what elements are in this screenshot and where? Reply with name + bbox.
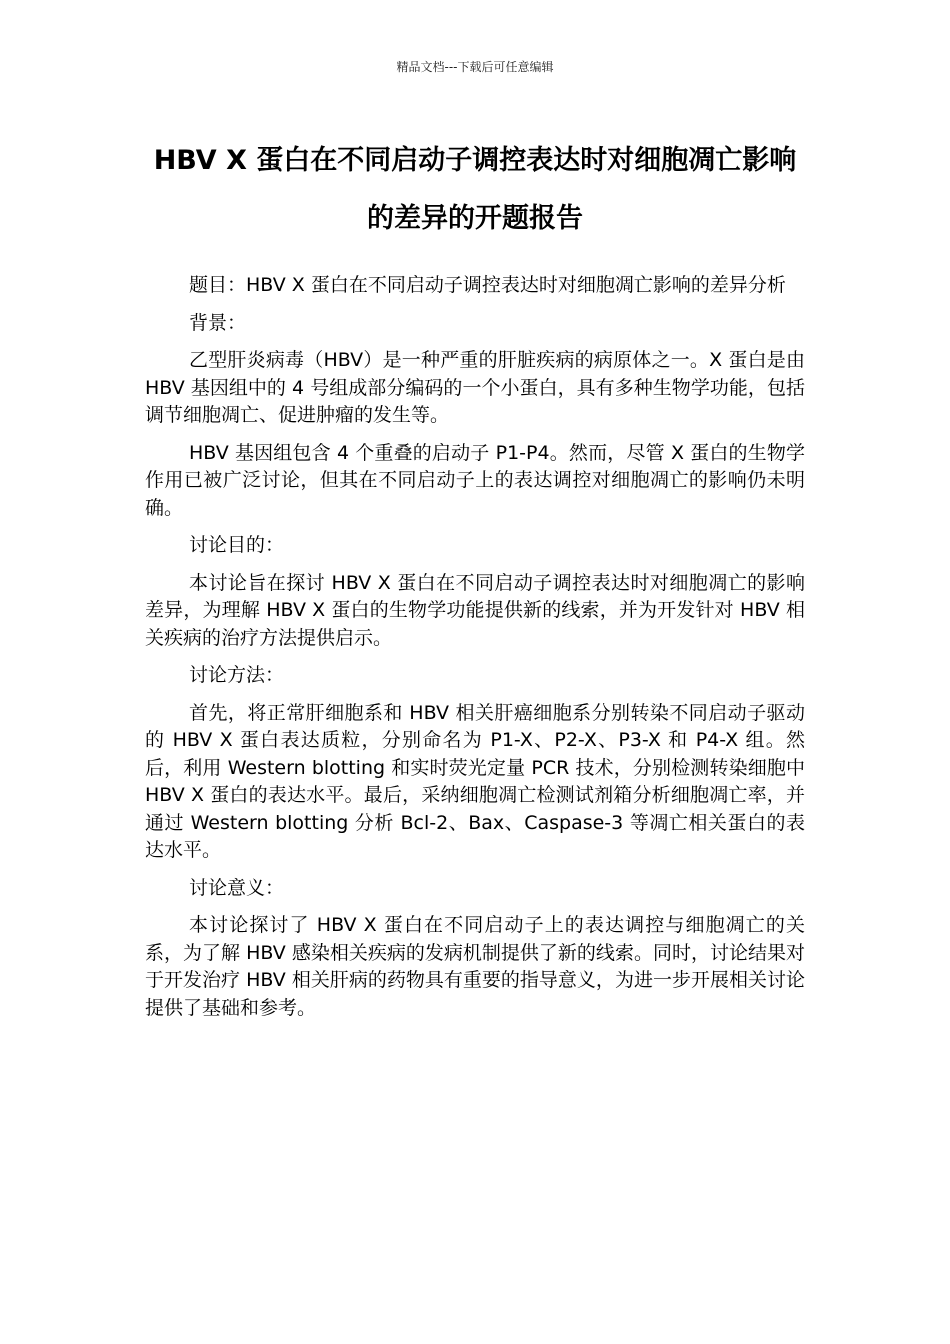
heading-background: 背景： [189, 311, 247, 334]
document-body [145, 272, 805, 1032]
paragraph-methods: 首先，将正常肝细胞系和 HBV 相关肝癌细胞系分别转染不同启动子驱动的 HBV X 蛋白表达质粒，分别命名为 P1-X、P2-X、P3-X 和 P4-X 组。然后，利用 Western blotting 和实时荧光定量 PCR 技术，分别检测转染细胞中 HBV X 蛋白的表达水平。最后，采纳细胞凋亡检测试剂箱分析细胞凋亡率，并通过 Western blotting 分析 Bcl-2、Bax、Caspase-3 等凋亡相关蛋白的表达水平。 [145, 701, 805, 861]
document-title: HBV X 蛋白在不同启动子调控表达时对细胞凋亡影响的差异的开题报告 [153, 145, 797, 234]
paragraph-purpose: 本讨论旨在探讨 HBV X 蛋白在不同启动子调控表达时对细胞凋亡的影响差异，为理解 HBV X 蛋白的生物学功能提供新的线索，并为开发针对 HBV 相关疾病的治疗方法提供启示。 [145, 571, 805, 649]
page-header: 精品文档---下载后可任意编辑 [396, 60, 554, 74]
heading-purpose: 讨论目的： [189, 534, 285, 556]
paragraph-background-1: 乙型肝炎病毒（HBV）是一种严重的肝脏疾病的病原体之一。X 蛋白是由 HBV 基因组中的 4 号组成部分编码的一个小蛋白，具有多种生物学功能，包括调节细胞凋亡、促进肿瘤的发生等。 [145, 349, 805, 426]
paragraph-topic: 题目：HBV X 蛋白在不同启动子调控表达时对细胞凋亡影响的差异分析 [189, 274, 786, 296]
paragraph-significance: 本讨论探讨了 HBV X 蛋白在不同启动子上的表达调控与细胞凋亡的关系，为了解 HBV 感染相关疾病的发病机制提供了新的线索。同时，讨论结果对于开发治疗 HBV 相关肝病的药物具有重要的指导意义，为进一步开展相关讨论提供了基础和参考。 [145, 914, 805, 1019]
heading-significance: 讨论意义： [189, 876, 285, 899]
heading-methods: 讨论方法： [189, 664, 285, 686]
paragraph-background-2: HBV 基因组包含 4 个重叠的启动子 P1-P4。然而，尽管 X 蛋白的生物学作用已被广泛讨论，但其在不同启动子上的表达调控对细胞凋亡的影响仍未明确。 [145, 441, 805, 519]
